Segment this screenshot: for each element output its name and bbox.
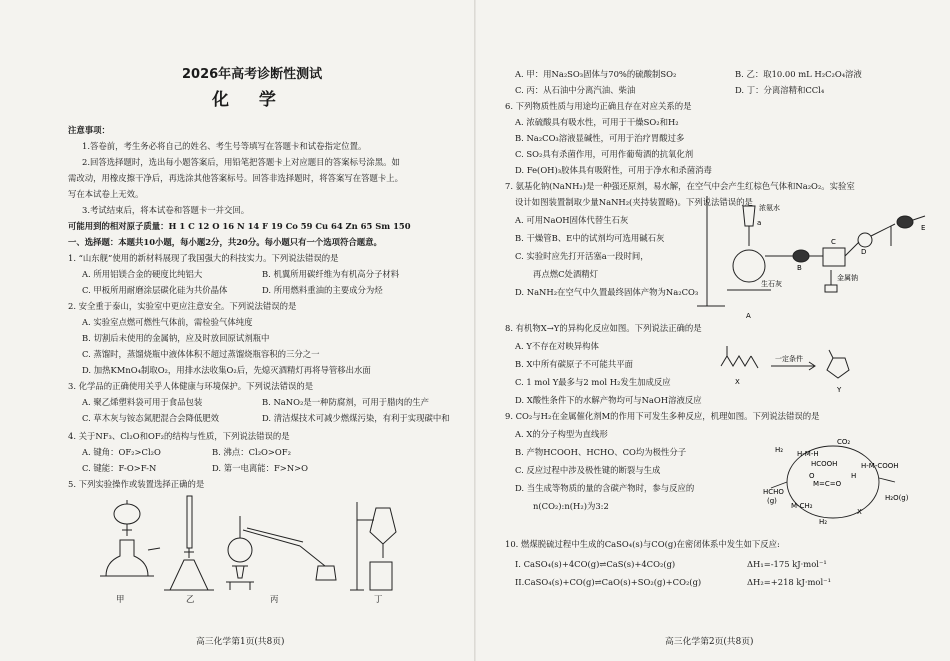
q3-option-a: A. 聚乙烯塑料袋可用于食品包装 xyxy=(82,397,203,407)
q9-option-b: B. 产物HCOOH、HCHO、CO均为极性分子 xyxy=(515,447,687,457)
q7-option-c: C. 实验时应先打开活塞a一段时间， xyxy=(515,251,649,261)
q4-option-c: C. 键能：F-O>F-N xyxy=(82,463,157,473)
q3-stem: 3. 化学品的正确使用关乎人体健康与环境保护。下列说法错误的是 xyxy=(68,381,314,391)
q1-option-d: D. 所用燃料重油的主要成分为烃 xyxy=(262,285,383,295)
q6-option-b: B. Na₂CO₃溶液显碱性，可用于治疗胃酸过多 xyxy=(515,133,685,143)
apparatus-label-jia: 甲 xyxy=(116,594,125,604)
q9-option-d-cont: n(CO₂):n(H₂)为3:2 xyxy=(533,501,609,511)
q5-option-b: B. 乙：取10.00 mL H₂C₂O₄溶液 xyxy=(735,69,862,79)
q4-stem: 4. 关于NF₃、Cl₂O和OF₂的结构与性质，下列说法错误的是 xyxy=(68,431,290,441)
q5-option-a: A. 甲：用Na₂SO₃固体与70%的硫酸制SO₂ xyxy=(515,69,677,79)
q9-label: M=C=O xyxy=(813,480,842,488)
q9-label: M-CH₂ xyxy=(791,502,813,510)
q2-stem: 2. 安全重于泰山，实验室中更应注意安全。下列说法错误的是 xyxy=(68,301,297,311)
atomic-mass-line: 可能用到的相对原子质量：H 1 C 12 O 16 N 14 F 19 Co 59 Cu 64 Zn 65 Sm 150 xyxy=(68,221,411,231)
q9-label: (g) xyxy=(767,497,777,505)
q9-label: H-M-COOH xyxy=(861,462,899,470)
exam-page-2 xyxy=(475,0,950,661)
q9-label: HCOOH xyxy=(811,460,838,468)
q9-label: X xyxy=(857,508,862,516)
q9-label: CO₂ xyxy=(837,438,851,446)
q8-condition: 一定条件 xyxy=(775,355,803,363)
q5-stem: 5. 下列实验操作或装置选择正确的是 xyxy=(68,479,205,489)
apparatus-bing xyxy=(226,516,336,590)
apparatus-ding xyxy=(350,502,396,590)
q7-option-b: B. 干燥管B、E中的试剂均可选用碱石灰 xyxy=(515,233,665,243)
apparatus-yi xyxy=(164,496,214,590)
q7-option-c-cont: 再点燃C处酒精灯 xyxy=(533,269,599,279)
section-1-heading: 一、选择题：本题共10小题，每小题2分，共20分。每小题只有一个选项符合题意。 xyxy=(68,237,382,247)
q9-label: H₂ xyxy=(775,446,784,454)
q9-label: HCHO xyxy=(763,488,784,496)
q9-option-d: D. 当生成等物质的量的含碳产物时，参与反应的 xyxy=(515,483,695,493)
q8-label-y: Y xyxy=(837,386,842,394)
q1-option-a: A. 所用铝镁合金的硬度比纯铝大 xyxy=(82,269,203,279)
q10-reaction-2: II.CaSO₄(s)+CO(g)⇌CaO(s)+SO₂(g)+CO₂(g) xyxy=(515,577,702,587)
q7-label-C: C xyxy=(831,238,836,246)
exam-title: 2026年高考诊断性测试 xyxy=(182,67,323,82)
q3-option-c: C. 草木灰与铵态氮肥混合会降低肥效 xyxy=(82,413,220,423)
q2-option-c: C. 蒸馏时，蒸馏烧瓶中液体体积不超过蒸馏烧瓶容积的三分之一 xyxy=(82,349,320,359)
q7-label-E: E xyxy=(921,224,926,232)
q2-option-b: B. 切割后未使用的金属钠，应及时放回原试剂瓶中 xyxy=(82,333,270,343)
q8-stem: 8. 有机物X→Y的异构化反应如图。下列说法正确的是 xyxy=(505,323,702,333)
q9-label: H xyxy=(851,472,857,480)
q1-option-b: B. 机翼所用碳纤维为有机高分子材料 xyxy=(262,269,400,279)
notice-heading: 注意事项： xyxy=(68,125,110,135)
apparatus-label-bing: 丙 xyxy=(270,594,279,604)
q7-label-B: B xyxy=(797,264,802,272)
q7-label-a: a xyxy=(757,219,762,227)
q5-apparatus-figure xyxy=(0,0,475,160)
q8-label-x: X xyxy=(735,378,740,386)
q10-reaction-1: I. CaSO₄(s)+4CO(g)⇌CaS(s)+4CO₂(g) xyxy=(515,559,676,569)
q7-label-D: D xyxy=(861,248,867,256)
q3-option-b: B. NaNO₂是一种防腐剂，可用于腊肉的生产 xyxy=(262,397,429,407)
q9-option-a: A. X的分子构型为直线形 xyxy=(515,429,608,439)
q6-option-d: D. Fe(OH)₃胶体具有吸附性，可用于净水和杀菌消毒 xyxy=(515,165,712,175)
q10-enthalpy-2: ΔH₂=+218 kJ·mol⁻¹ xyxy=(747,577,831,587)
q7-label-A: A xyxy=(746,312,751,320)
q7-option-a: A. 可用NaOH固体代替生石灰 xyxy=(515,215,629,225)
q9-label: O xyxy=(809,472,815,480)
apparatus-jia xyxy=(100,500,160,576)
q8-option-a: A. Y不存在对映异构体 xyxy=(515,341,599,351)
subject-title: 化 学 xyxy=(212,90,288,110)
q9-stem: 9. CO₂与H₂在金属催化剂M的作用下可发生多种反应，机理如图。下列说法错误的是 xyxy=(505,411,820,421)
q5-option-c: C. 丙：从石油中分离汽油、柴油 xyxy=(515,85,636,95)
q7-option-d: D. NaNH₂在空气中久置最终固体产物为Na₂CO₃ xyxy=(515,287,699,297)
q10-stem: 10. 燃煤脱硫过程中生成的CaSO₄(s)与CO(g)在密闭体系中发生如下反应: xyxy=(505,539,780,549)
q7-label-sodium: 金属钠 xyxy=(837,274,858,282)
notice-line: 需改动，用橡皮擦干净后，再选涂其他答案标号。回答非选择题时，将答案写在答题卡上。 xyxy=(68,173,403,183)
notice-line: 1.答卷前，考生务必将自己的姓名、考生号等填写在答题卡和试卷指定位置。 xyxy=(82,141,367,151)
q10-enthalpy-1: ΔH₁=-175 kJ·mol⁻¹ xyxy=(747,559,827,569)
q8-option-c: C. 1 mol Y最多与2 mol H₂发生加成反应 xyxy=(515,377,671,387)
q4-option-b: B. 沸点：Cl₂O>OF₂ xyxy=(212,447,291,457)
q1-stem: 1. “山东舰”使用的新材料展现了我国强大的科技实力。下列说法错误的是 xyxy=(68,253,339,263)
page-footer: 高三化学第1页(共8页) xyxy=(196,637,285,647)
q9-label: H₂ xyxy=(819,518,828,526)
q9-label: H₂O(g) xyxy=(885,494,909,502)
q4-option-a: A. 键角：OF₂>Cl₂O xyxy=(82,447,161,457)
q7-label-ammonia: 浓氨水 xyxy=(759,204,780,212)
apparatus-label-yi: 乙 xyxy=(186,594,195,604)
notice-line: 2.回答选择题时，选出每小题答案后，用铅笔把答题卡上对应题目的答案标号涂黑。如 xyxy=(82,157,400,167)
page-footer: 高三化学第2页(共8页) xyxy=(665,637,754,647)
q4-option-d: D. 第一电离能：F>N>O xyxy=(212,463,309,473)
q7-label-quicklime: 生石灰 xyxy=(761,280,782,288)
q9-option-c: C. 反应过程中涉及极性键的断裂与生成 xyxy=(515,465,661,475)
q6-option-c: C. SO₂具有杀菌作用，可用作葡萄酒的抗氧化剂 xyxy=(515,149,694,159)
q9-label: H-M-H xyxy=(797,450,819,458)
q8-option-d: D. X酸性条件下的水解产物均可与NaOH溶液反应 xyxy=(515,395,702,405)
notice-line: 3.考试结束后，将本试卷和答题卡一并交回。 xyxy=(82,205,250,215)
q2-option-a: A. 实验室点燃可燃性气体前，需检验气体纯度 xyxy=(82,317,253,327)
apparatus-label-ding: 丁 xyxy=(374,594,383,604)
q8-option-b: B. X中所有碳原子不可能共平面 xyxy=(515,359,633,369)
q6-stem: 6. 下列物质性质与用途均正确且存在对应关系的是 xyxy=(505,101,692,111)
q6-option-a: A. 浓硫酸具有吸水性，可用于干燥SO₂和H₂ xyxy=(515,117,679,127)
q5-option-d: D. 丁：分离溶精和CCl₄ xyxy=(735,85,825,95)
q1-option-c: C. 甲板所用耐磨涂层碳化硅为共价晶体 xyxy=(82,285,228,295)
q2-option-d: D. 加热KMnO₄制取O₂，用排水法收集O₂后，先熄灭酒精灯再将导管移出水面 xyxy=(82,365,371,375)
q3-option-d: D. 清洁煤技术可减少燃煤污染，有利于实现碳中和 xyxy=(262,413,450,423)
q7-stem: 7. 氨基化钠(NaNH₂)是一种强还原剂，易水解，在空气中会产生红棕色气体和Na₂O₂。实验室 xyxy=(505,181,855,191)
notice-line: 写在本试卷上无效。 xyxy=(68,189,144,199)
q7-stem-cont: 设计如图装置制取少量NaNH₂(夹持装置略)。下列说法错误的是 xyxy=(515,197,753,207)
